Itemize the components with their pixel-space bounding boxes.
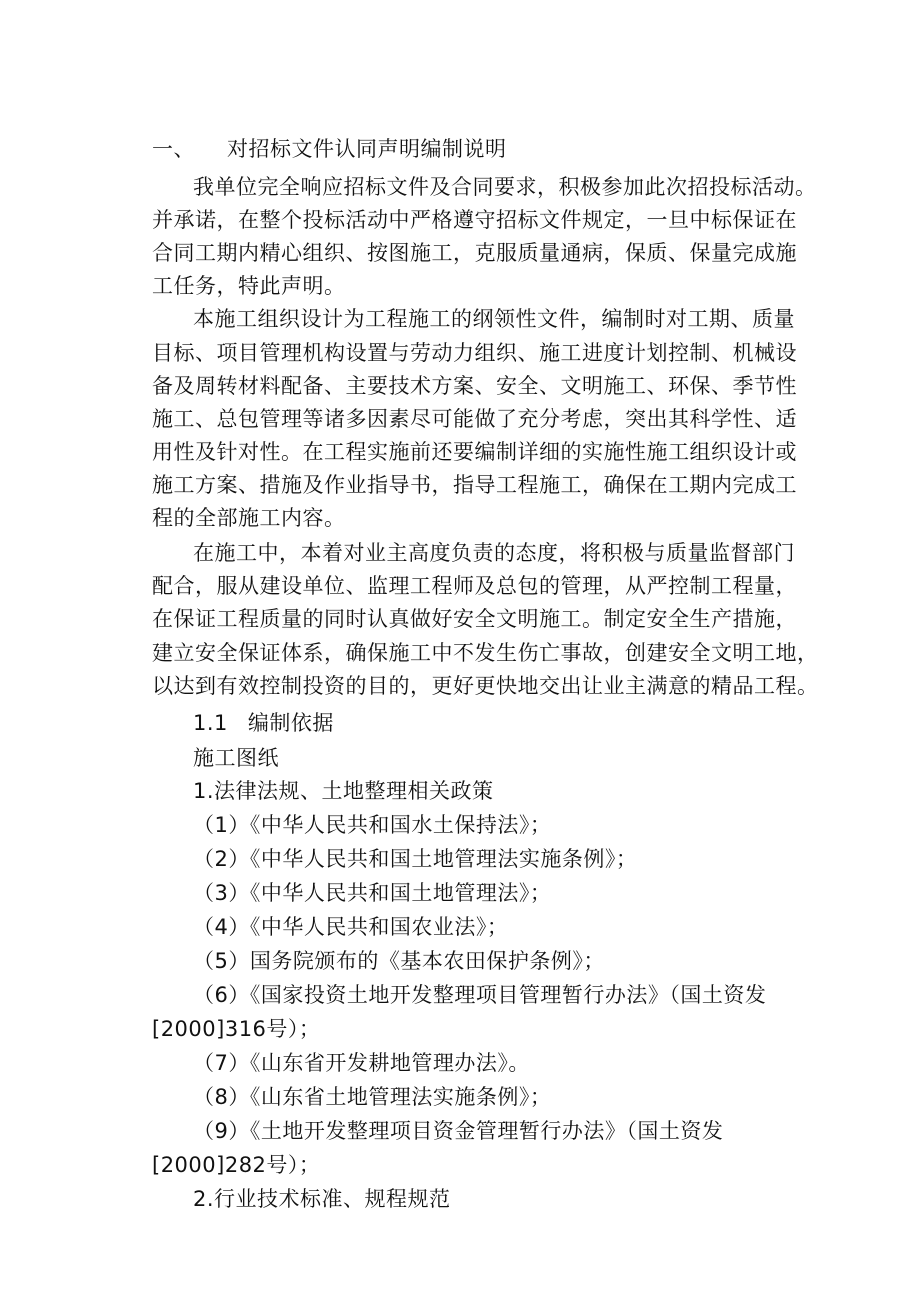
drawings-label: 施工图纸 <box>193 746 279 770</box>
subsection-number: 1.1 <box>193 711 228 735</box>
subsection-title: 编制依据 <box>247 711 334 735</box>
paragraph-line: 以达到有效控制投资的目的，更好更快地交出让业主满意的精品工程。 <box>152 674 819 698</box>
subsection-heading <box>193 706 334 740</box>
law-item: （6）《国家投资土地开发整理项目管理暂行办法》（国土资发 <box>193 983 767 1007</box>
paragraph-line: 目标、项目管理机构设置与劳动力组织、施工进度计划控制、机械设 <box>152 341 797 365</box>
laws-heading: 1.法律法规、土地整理相关政策 <box>193 779 494 803</box>
law-item: （7）《山东省开发耕地管理办法》。 <box>193 1051 530 1075</box>
law-item: （2）《中华人民共和国土地管理法实施条例》； <box>193 847 638 871</box>
paragraph-line: 工任务，特此声明。 <box>152 274 346 298</box>
paragraph-line: 在施工中，本着对业主高度负责的态度，将积极与质量监督部门 <box>193 541 795 565</box>
paragraph-line: 合同工期内精心组织、按图施工，克服质量通病，保质、保量完成施 <box>152 241 797 265</box>
paragraph-line: 并承诺，在整个投标活动中严格遵守招标文件规定，一旦中标保证在 <box>152 208 797 232</box>
law-item: （1）《中华人民共和国水土保持法》； <box>193 813 552 837</box>
paragraph-line: 我单位完全响应招标文件及合同要求，积极参加此次招投标活动。 <box>193 175 817 199</box>
paragraph-line: 建立安全保证体系，确保施工中不发生伤亡事故，创建安全文明工地， <box>152 641 819 665</box>
law-item: （4）《中华人民共和国农业法》； <box>193 915 509 939</box>
paragraph-line: 在保证工程质量的同时认真做好安全文明施工。制定安全生产措施， <box>152 607 797 631</box>
paragraph-line: 程的全部施工内容。 <box>152 506 346 530</box>
law-item-continuation: [2000]316号）； <box>152 1017 321 1041</box>
law-item: （9）《土地开发整理项目资金管理暂行办法》（国土资发 <box>193 1119 724 1143</box>
law-item: （8）《山东省土地管理法实施条例》； <box>193 1085 552 1109</box>
paragraph-line: 施工、总包管理等诸多因素尽可能做了充分考虑，突出其科学性、适 <box>152 407 797 431</box>
law-item-continuation: [2000]282号）； <box>152 1153 321 1177</box>
standards-heading: 2.行业技术标准、规程规范 <box>193 1187 451 1211</box>
paragraph-line: 配合，服从建设单位、监理工程师及总包的管理，从严控制工程量， <box>152 574 797 598</box>
section-heading <box>152 132 507 166</box>
law-item: （3）《中华人民共和国土地管理法》； <box>193 881 552 905</box>
law-item: （5）国务院颁布的《基本农田保护条例》； <box>193 949 605 973</box>
paragraph-line: 本施工组织设计为工程施工的纲领性文件，编制时对工期、质量 <box>193 307 795 331</box>
paragraph-line: 备及周转材料配备、主要技术方案、安全、文明施工、环保、季节性 <box>152 374 797 398</box>
section-heading-title: 对招标文件认同声明编制说明 <box>227 137 507 161</box>
paragraph-line: 用性及针对性。在工程实施前还要编制详细的实施性施工组织设计或 <box>152 440 797 464</box>
section-heading-number: 一、 <box>152 137 195 161</box>
paragraph-line: 施工方案、措施及作业指导书，指导工程施工，确保在工期内完成工 <box>152 473 797 497</box>
